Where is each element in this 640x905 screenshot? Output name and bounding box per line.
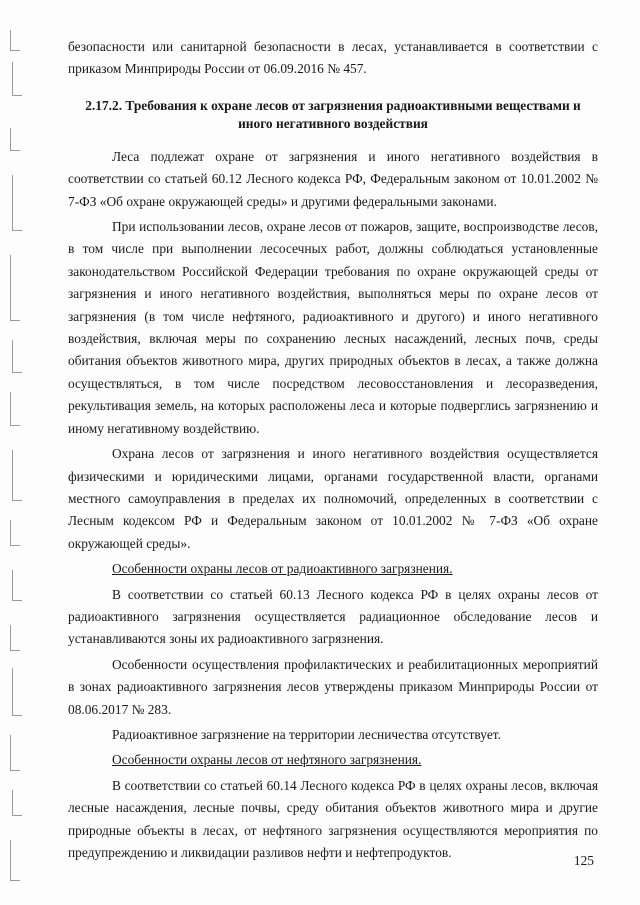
binding-mark xyxy=(10,150,20,151)
binding-mark xyxy=(10,520,11,545)
page-number: 125 xyxy=(573,853,594,868)
subsection-title: Особенности охраны лесов от радиоактивного загрязнения. xyxy=(112,561,453,577)
binding-mark xyxy=(10,770,20,771)
binding-mark xyxy=(12,570,13,600)
binding-mark xyxy=(10,625,11,650)
binding-mark xyxy=(10,128,11,150)
paragraph: Радиоактивное загрязнение на территории лесничества отсутствует. xyxy=(112,726,501,742)
paragraph: Охрана лесов от загрязнения и иного негативного воздействия осуществляется физическими и юридическими лицами, органами государственной власти, органами местного самоуправления в пределах их полномочий, определенных в соответствии с Лесным кодексом РФ и Федеральным законом от 10.01.2002 № 7-ФЗ «Об охране окружающей среды». xyxy=(68,446,598,551)
binding-mark xyxy=(12,668,13,715)
binding-mark xyxy=(12,175,13,230)
paragraph: При использовании лесов, охране лесов от пожаров, защите, воспроизводстве лесов, в том числе при выполнении лесосечных работ, должны соблюдаться установленные законодательством Российской Федерации требования по охране окружающей среды от загрязнения и иного негативного воздействия, выполняться меры по охране лесов от загрязнения (в том числе нефтяного, радиоактивного и другого) и иного негативного воздействия, включая меры по сохранению лесных насаждений, лесных почв, среды обитания объектов животного мира, других природных объектов в лесах, а также должна осуществляться, в том числе посредством лесовосстановления и лесоразведения, рекультивация земель, на которых расположены леса и которые подверглись загрязнению и иному негативному воздействию. xyxy=(68,219,598,436)
binding-mark xyxy=(10,880,20,881)
binding-mark xyxy=(10,320,20,321)
binding-mark xyxy=(12,500,22,501)
paragraph: Леса подлежат охране от загрязнения и иного негативного воздействия в соответствии со статьей 60.12 Лесного кодекса РФ, Федеральным законом от 10.01.2002 № 7-ФЗ «Об охране окружающей среды» и другими федеральными законами. xyxy=(68,148,598,209)
binding-mark xyxy=(10,392,11,425)
binding-margin-marks xyxy=(0,0,44,905)
binding-mark xyxy=(10,840,11,880)
binding-mark xyxy=(12,340,13,372)
paragraph: В соответствии со статьей 60.14 Лесного кодекса РФ в целях охраны лесов, включая лесные насаждения, лесные почвы, среду обитания объектов животного мира и другие природные объекты в лесах, от нефтяного загрязнения осуществляются мероприятия по предупреждению и ликвидации разливов нефти и нефтепродуктов. xyxy=(68,777,598,860)
binding-mark xyxy=(12,450,13,500)
binding-mark xyxy=(10,50,20,51)
binding-mark xyxy=(10,545,20,546)
binding-mark xyxy=(10,425,20,426)
binding-mark xyxy=(12,815,22,816)
binding-mark xyxy=(10,255,11,320)
paragraph: безопасности или санитарной безопасности в лесах, устанавливается в соответствии с приказом Минприроды России от 06.09.2016 № 457. xyxy=(68,39,598,77)
binding-mark xyxy=(12,62,13,95)
section-heading: 2.17.2. Требования к охране лесов от загрязнения радиоактивными веществами и иного негативного воздействия xyxy=(85,97,581,131)
binding-mark xyxy=(12,230,22,231)
binding-mark xyxy=(12,95,22,96)
document-body xyxy=(68,36,598,864)
binding-mark xyxy=(12,790,13,815)
paragraph: Особенности осуществления профилактических и реабилитационных мероприятий в зонах радиоактивного загрязнения лесов утверждены приказом Минприроды России от 08.06.2017 № 283. xyxy=(68,656,598,717)
binding-mark xyxy=(12,600,22,601)
binding-mark xyxy=(10,650,20,651)
subsection-title: Особенности охраны лесов от нефтяного загрязнения. xyxy=(112,752,422,768)
paragraph: В соответствии со статьей 60.13 Лесного кодекса РФ в целях охраны лесов от радиоактивного загрязнения осуществляется радиационное обследование лесов и устанавливаются зоны их радиоактивного загрязнения. xyxy=(68,586,598,647)
binding-mark xyxy=(10,30,11,50)
binding-mark xyxy=(12,715,22,716)
binding-mark xyxy=(10,735,11,770)
binding-mark xyxy=(12,372,22,373)
